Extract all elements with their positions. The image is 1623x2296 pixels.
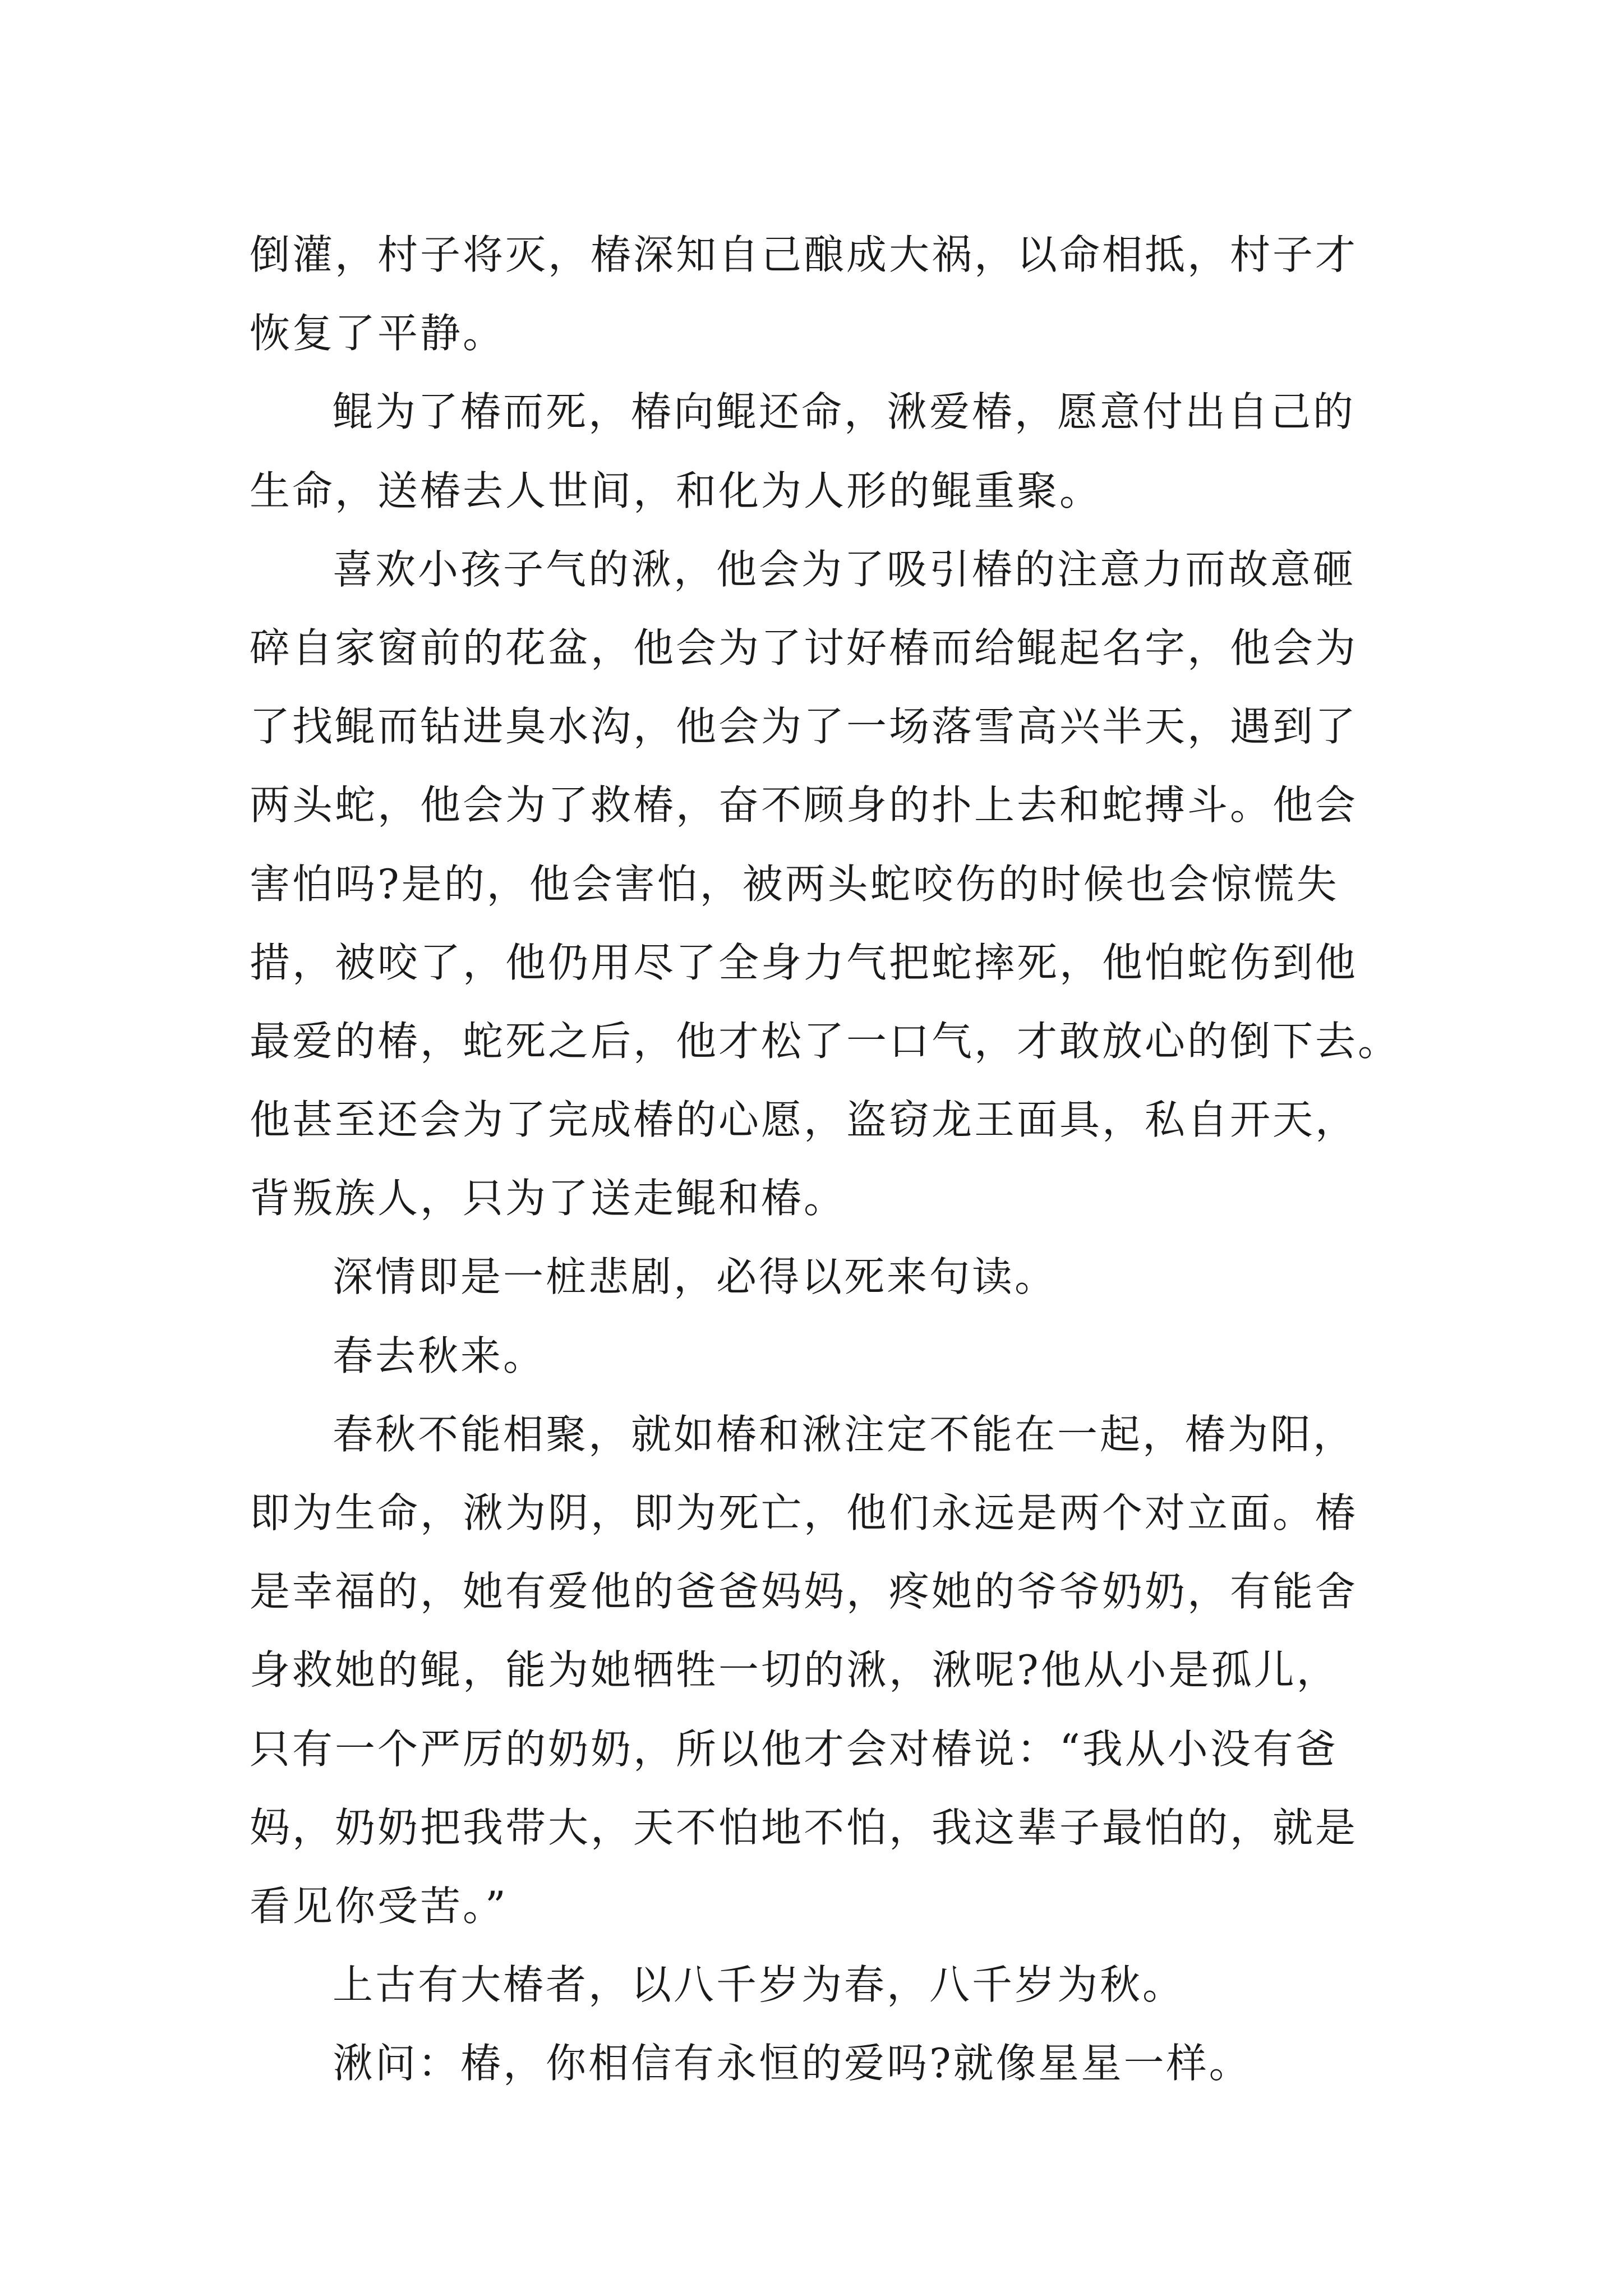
paragraph-start-line: 湫问：椿，你相信有永恒的爱吗?就像星星一样。 [333, 2040, 1252, 2087]
paragraph-start-line: 喜欢小孩子气的湫，他会为了吸引椿的注意力而故意砸 [333, 545, 1356, 593]
text-line: 即为生命，湫为阴，即为死亡，他们永远是两个对立面。椿 [250, 1489, 1358, 1536]
text-line: 妈，奶奶把我带大，天不怕地不怕，我这辈子最怕的，就是 [250, 1803, 1358, 1851]
text-line: 两头蛇，他会为了救椿，奋不顾身的扑上去和蛇搏斗。他会 [250, 781, 1358, 829]
text-line: 是幸福的，她有爱他的爸爸妈妈，疼她的爷爷奶奶，有能舍 [250, 1568, 1358, 1616]
paragraph-start-line: 深情即是一桩悲剧，必得以死来句读。 [333, 1253, 1058, 1301]
paragraph-start-line: 春秋不能相聚，就如椿和湫注定不能在一起，椿为阳， [333, 1410, 1356, 1458]
text-line: 身救她的鲲，能为她牺牲一切的湫，湫呢?他从小是孤儿， [250, 1646, 1339, 1694]
text-line: 害怕吗?是的，他会害怕，被两头蛇咬伤的时候也会惊慌失 [250, 860, 1339, 908]
text-line: 了找鲲而钻进臭水沟，他会为了一场落雪高兴半天，遇到了 [250, 703, 1358, 751]
paragraph-start-line: 春去秋来。 [333, 1332, 546, 1379]
text-line: 倒灌，村子将灭，椿深知自己酿成大祸，以命相抵，村子才 [250, 231, 1358, 278]
text-line: 背叛族人，只为了送走鲲和椿。 [250, 1175, 847, 1222]
text-line: 他甚至还会为了完成椿的心愿，盗窃龙王面具，私自开天， [250, 1096, 1358, 1144]
text-line: 生命，送椿去人世间，和化为人形的鲲重聚。 [250, 467, 1103, 514]
text-line: 最爱的椿，蛇死之后，他才松了一口气，才敢放心的倒下去。 [250, 1017, 1401, 1065]
text-line: 恢复了平静。 [250, 310, 506, 357]
text-line: 措，被咬了，他仍用尽了全身力气把蛇摔死，他怕蛇伤到他 [250, 938, 1358, 986]
text-line: 看见你受苦。” [250, 1882, 508, 1930]
paragraph-start-line: 上古有大椿者，以八千岁为春，八千岁为秋。 [333, 1961, 1186, 2009]
text-line: 只有一个严厉的奶奶，所以他才会对椿说：“我从小没有爸 [250, 1725, 1338, 1773]
text-line: 碎自家窗前的花盆，他会为了讨好椿而给鲲起名字，他会为 [250, 624, 1358, 671]
document-body [250, 215, 1401, 2103]
paragraph-start-line: 鲲为了椿而死，椿向鲲还命，湫爱椿，愿意付出自己的 [333, 388, 1356, 436]
